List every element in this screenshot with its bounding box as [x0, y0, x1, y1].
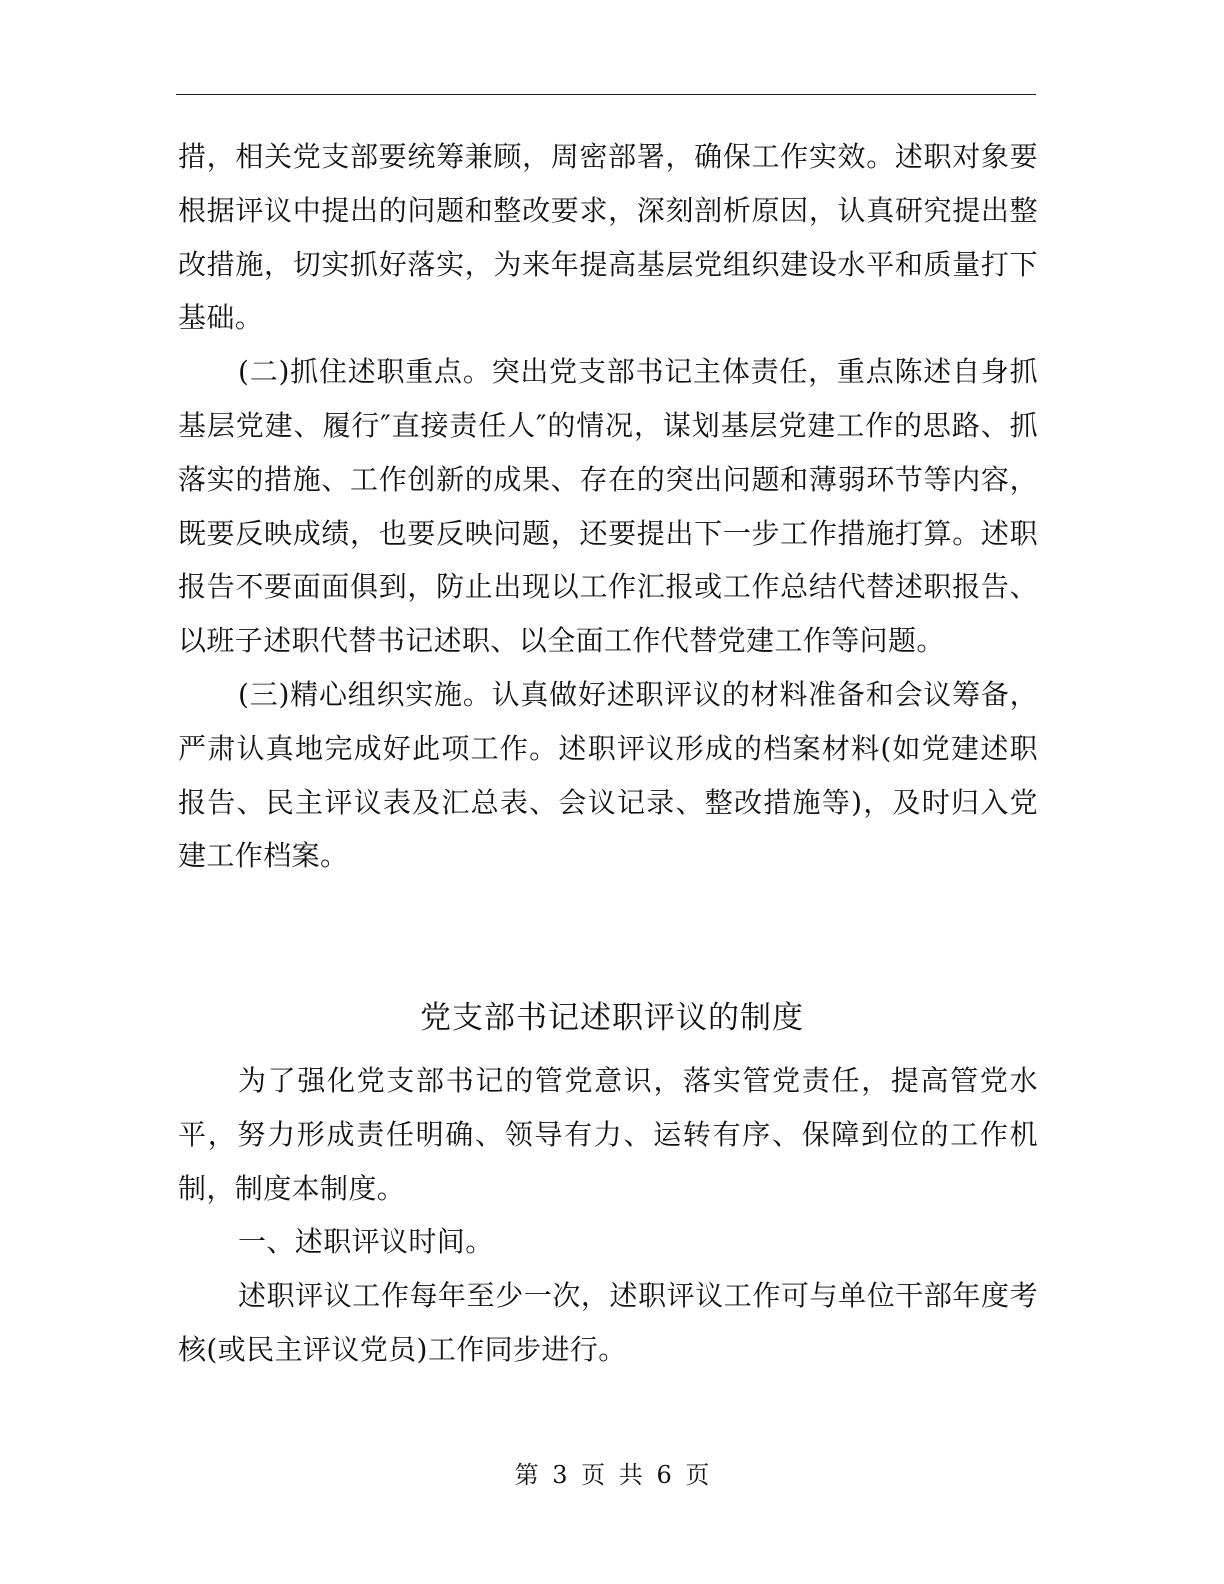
paragraph-heading-1: 一、述职评议时间。 — [238, 1225, 494, 1259]
paragraph-intro: 为了强化党支部书记的管党意识，落实管党责任，提高管党水平，努力形成责任明确、领导有力、运转有序、保障到位的工作机制，制度本制度。 — [178, 1064, 1038, 1205]
top-text-block — [178, 130, 1038, 883]
paragraph-continuation: 措，相关党支部要统筹兼顾，周密部署，确保工作实效。述职对象要根据评议中提出的问题和整改要求，深刻剖析原因，认真研究提出整改措施，切实抓好落实，为来年提高基层党组织建设水平和质量打下基础。 — [178, 140, 1038, 335]
paragraph-section-2: (二)抓住述职重点。突出党支部书记主体责任，重点陈述自身抓基层党建、履行″直接责任人″的情况，谋划基层党建工作的思路、抓落实的措施、工作创新的成果、存在的突出问题和薄弱环节等内容，既要反映成绩，也要反映问题，还要提出下一步工作措施打算。述职报告不要面面俱到，防止出现以工作汇报或工作总结代替述职报告、以班子述职代替书记述职、以全面工作代替党建工作等问题。 — [178, 355, 1038, 658]
paragraph-section-3: (三)精心组织实施。认真做好述职评议的材料准备和会议筹备，严肃认真地完成好此项工作。述职评议形成的档案材料(如党建述职报告、民主评议表及汇总表、会议记录、整改措施等)，及时归入党建工作档案。 — [178, 677, 1038, 873]
bottom-text-block — [178, 1054, 1038, 1377]
header-rule — [176, 94, 1036, 95]
page-number-footer: 第 3 页 共 6 页 — [514, 1461, 710, 1489]
document-title: 党支部书记述职评议的制度 — [420, 1000, 804, 1036]
paragraph-timing: 述职评议工作每年至少一次，述职评议工作可与单位干部年度考核(或民主评议党员)工作同步进行。 — [178, 1279, 1038, 1366]
